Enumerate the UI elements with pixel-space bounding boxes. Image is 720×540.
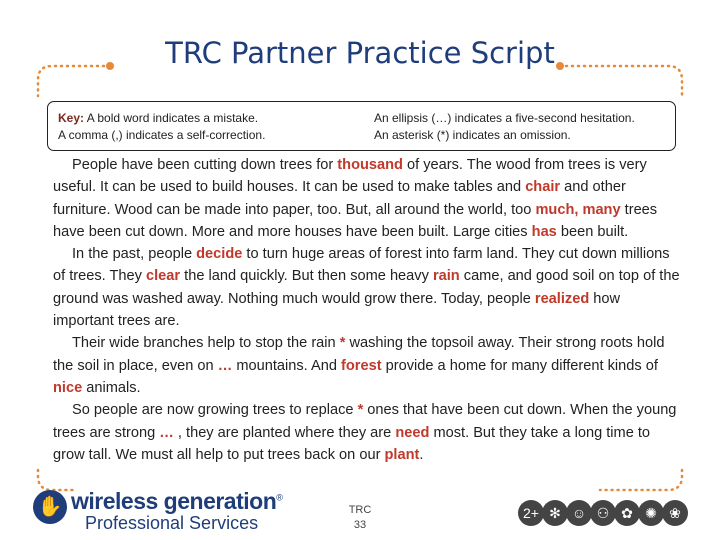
key-legend xyxy=(47,101,676,151)
passage-text: Their wide branches help to stop the rain xyxy=(72,335,340,352)
flower-icon: ✿ xyxy=(614,500,640,526)
bicycle-icon: ⚇ xyxy=(590,500,616,526)
face-icon: ☺ xyxy=(566,500,592,526)
key-left-column xyxy=(58,110,265,144)
passage-text: to turn huge areas of forest into farm land. They cut down millions of trees. They xyxy=(53,246,670,285)
mistake-word: has xyxy=(531,223,557,240)
passage-text: So people are now growing trees to replace xyxy=(72,402,358,419)
passage-text: came, and good soil on top of the ground was washed away. Nothing much would grow there. Today, people xyxy=(53,268,680,307)
wireless-generation-logo xyxy=(33,488,283,536)
mistake-word: thousand xyxy=(337,157,403,173)
passage-paragraph-3 xyxy=(53,332,681,399)
sun-icon: ✺ xyxy=(638,500,664,526)
hesitation-mark: … xyxy=(217,357,233,374)
passage-paragraph-1 xyxy=(53,154,681,243)
passage-text: of years. The wood from trees is very useful. It can be used to build houses. It can be used to make tables and xyxy=(53,157,647,196)
passage-text: most. But they take a long time to grow tall. We must all help to put trees back on our xyxy=(53,424,651,463)
passage-text: provide a home for many different kinds of xyxy=(381,357,658,374)
mistake-word: forest xyxy=(341,357,382,374)
key-comma-rule: A comma (,) indicates a self-correction. xyxy=(58,128,266,142)
snowflake-icon: ✻ xyxy=(542,500,568,526)
logo-name xyxy=(71,488,282,515)
passage-text: washing the topsoil away. Their strong roots hold the soil in place, even on xyxy=(53,335,665,374)
self-correction: much, many xyxy=(535,201,621,218)
logo-subtitle: Professional Services xyxy=(85,513,259,533)
mistake-word: decide xyxy=(196,246,243,263)
passage-text: People have been cutting down trees for xyxy=(72,157,338,173)
passage-text: . xyxy=(419,446,424,463)
registered-mark: ® xyxy=(276,492,283,503)
logo-name-text: wireless generation xyxy=(71,488,277,514)
page-label: TRC xyxy=(348,504,372,516)
math-icon: 2+ xyxy=(518,500,544,526)
passage-text: trees have been cut down. More and more houses have been built. Large cities xyxy=(53,201,658,240)
mistake-word: clear xyxy=(146,268,181,285)
key-label: Key: xyxy=(58,111,85,125)
mistake-word: rain xyxy=(432,268,460,285)
frame-dot-right xyxy=(556,62,564,70)
page-number: 33 xyxy=(353,519,367,531)
omission-mark: * xyxy=(339,335,346,352)
slide-title: TRC Partner Practice Script xyxy=(165,36,555,70)
reading-passage xyxy=(53,154,681,466)
mistake-word: nice xyxy=(53,379,83,396)
key-bold-rule: A bold word indicates a mistake. xyxy=(86,111,259,125)
passage-text: and other furniture. Wood can be made into paper, too. But, all around the world, too xyxy=(53,179,626,218)
passage-text: mountains. And xyxy=(232,357,342,374)
passage-text: animals. xyxy=(82,379,141,396)
passage-text: the land quickly. But then some heavy xyxy=(180,268,433,285)
frame-dot-left xyxy=(106,62,114,70)
key-ellipsis-rule: An ellipsis (…) indicates a five-second hesitation. xyxy=(374,111,635,125)
mistake-word: plant xyxy=(384,446,420,463)
passage-text: In the past, people xyxy=(72,246,197,263)
hand-logo-icon: ✋ xyxy=(33,490,67,524)
omission-mark: * xyxy=(357,402,364,419)
passage-text: ones that have been cut down. When the young trees are strong xyxy=(53,402,677,441)
page-tag xyxy=(335,503,385,533)
key-asterisk-rule: An asterisk (*) indicates an omission. xyxy=(374,128,571,142)
blossom-icon: ❀ xyxy=(662,500,688,526)
mistake-word: chair xyxy=(525,179,561,196)
passage-text: , they are planted where they are xyxy=(173,424,396,441)
passage-text: been built. xyxy=(556,223,629,240)
mistake-word: realized xyxy=(534,290,590,307)
hesitation-mark: … xyxy=(159,424,174,441)
key-right-column xyxy=(374,110,635,144)
mistake-word: need xyxy=(395,424,430,441)
passage-paragraph-2 xyxy=(53,243,681,332)
passage-text: how important trees are. xyxy=(53,290,621,330)
passage-paragraph-4 xyxy=(53,399,681,466)
